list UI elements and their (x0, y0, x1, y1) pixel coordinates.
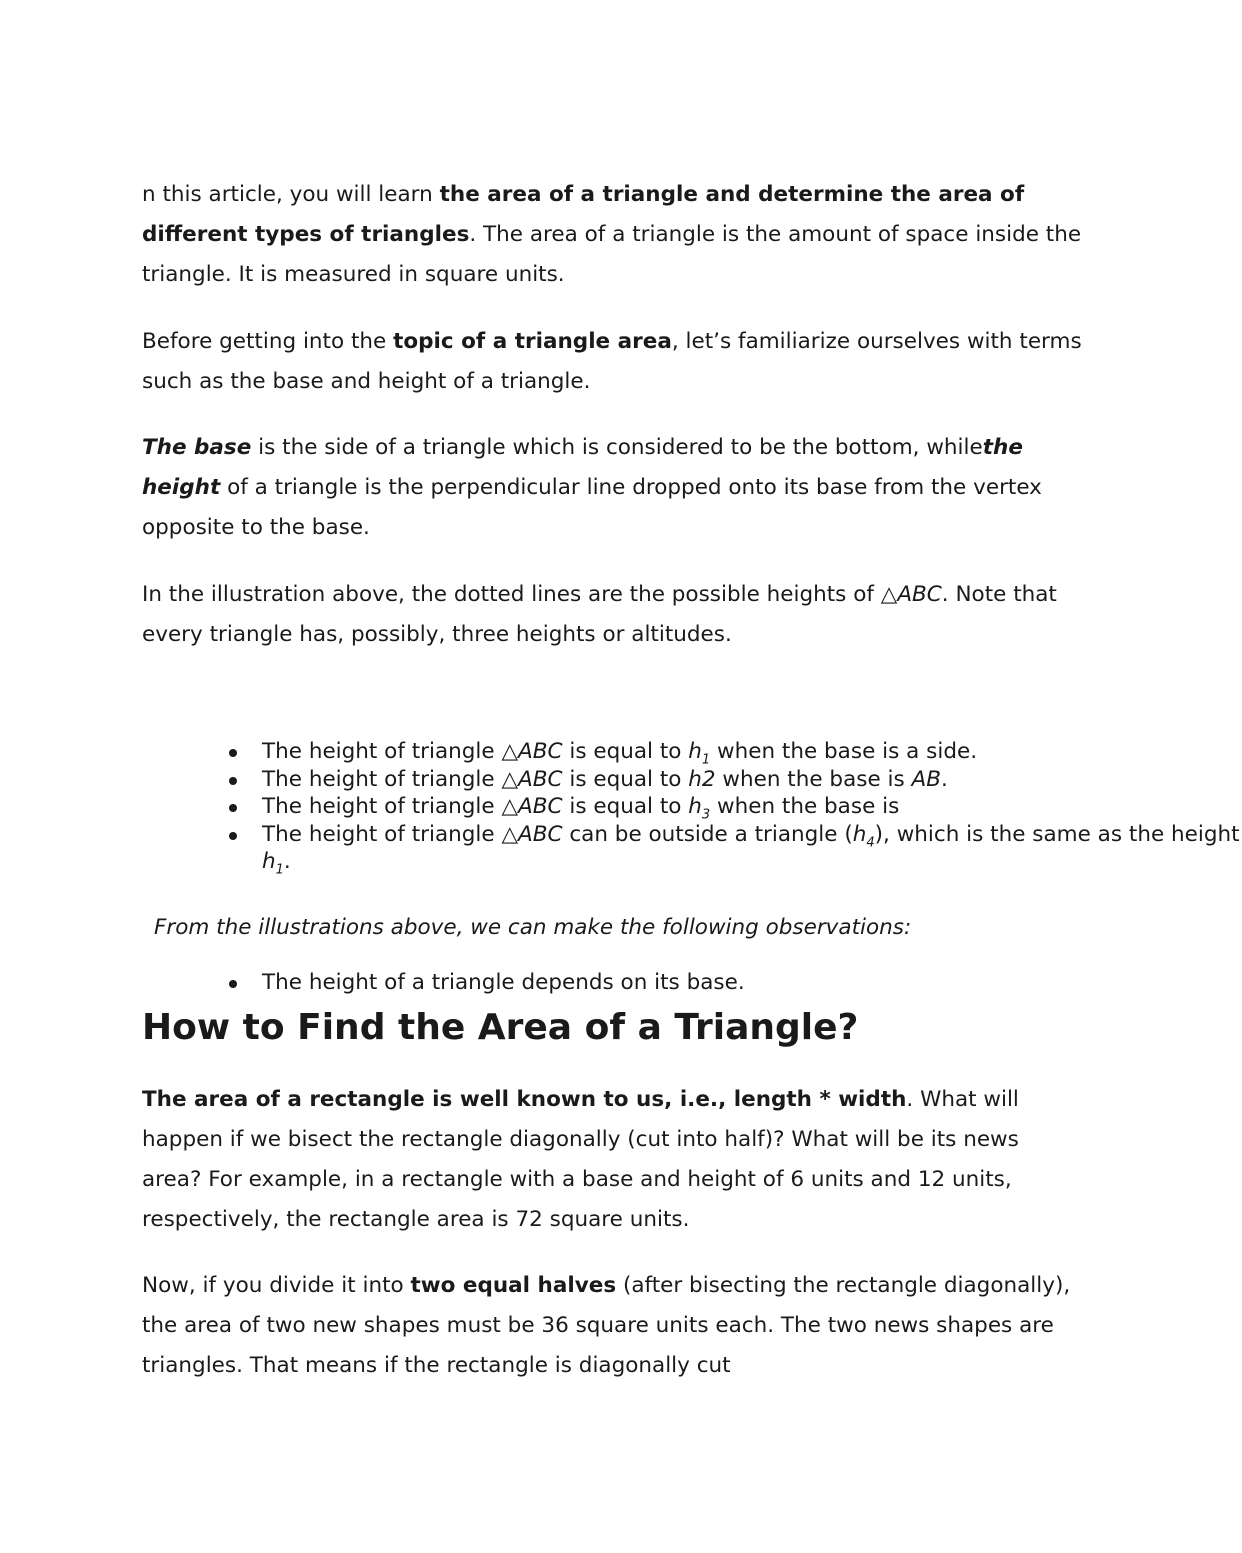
illustration-text-2: . Note that every triangle has, possibly, three heights or altitudes. (142, 582, 1057, 647)
intro-text-2: . The area of a triangle is the amount of space inside the triangle. It is measured in square units. (142, 222, 1082, 287)
triangle-symbol: △ (501, 794, 519, 819)
height-term: the height (142, 435, 1023, 500)
intro-bold: the area of a triangle and determine the area of different types of triangles (142, 182, 1025, 247)
divide-text-1: Now, if you divide it into (142, 1273, 411, 1298)
base-term: The base (142, 435, 252, 460)
triangle-name: ABC (897, 582, 942, 607)
before-text-2: , let’s familiarize ourselves with terms such as the base and height of a triangle. (142, 329, 1082, 394)
list-item: The height of a triangle depends on its base. (262, 969, 1242, 997)
rectangle-paragraph (142, 1080, 1082, 1240)
heights-list (142, 738, 1242, 876)
base-def-text-2: of a triangle is the perpendicular line dropped onto its base from the vertex opposite to the base. (142, 475, 1042, 540)
observations-intro: From the illustrations above, we can make the following observations: (154, 915, 912, 940)
list-item: The height of triangle △ABC is equal to $h_1$ when the base is a side. (262, 738, 1242, 766)
illustration-paragraph (142, 575, 1082, 655)
base-def-text-1: is the side of a triangle which is considered to be the bottom, while (251, 435, 983, 460)
triangle-symbol: △ (501, 766, 519, 792)
observations-list (142, 969, 1242, 997)
triangle-symbol: △ (501, 821, 519, 847)
before-text-1: Before getting into the (142, 329, 394, 354)
before-paragraph (142, 322, 1082, 402)
illustration-text-1: In the illustration above, the dotted lines are the possible heights of (142, 582, 881, 607)
intro-text-1: n this article, you will learn (142, 182, 440, 207)
divide-bold: two equal halves (410, 1273, 617, 1298)
list-item: The height of triangle △ABC can be outside a triangle $(h_4)$, which is the same as the height $h_1$. (262, 821, 1242, 876)
section-heading: How to Find the Area of a Triangle? (142, 1007, 859, 1048)
list-item: The height of triangle △ABC is equal to $h_3$ when the base is (262, 793, 1242, 821)
divide-text-2: (after bisecting the rectangle diagonally), the area of two new shapes must be 36 square units each. The two news shapes are triangles. That means if the rectangle is diagonally cut (142, 1273, 1071, 1378)
intro-paragraph (142, 175, 1082, 295)
rectangle-bold: The area of a rectangle is well known to us, i.e., length * width (142, 1087, 907, 1112)
before-bold: topic of a triangle area (393, 329, 672, 354)
base-definition-paragraph (142, 428, 1082, 548)
rectangle-text: . What will happen if we bisect the rectangle diagonally (cut into half)? What will be its news area? For example, in a rectangle with a base and height of 6 units and 12 units, respectively, the rectangle area is 72 square units. (142, 1087, 1019, 1232)
triangle-symbol: △ (880, 582, 898, 607)
divide-paragraph (142, 1266, 1082, 1386)
triangle-symbol: △ (501, 739, 519, 764)
list-item: The height of triangle △ABC is equal to h2 when the base is AB. (262, 766, 1242, 794)
